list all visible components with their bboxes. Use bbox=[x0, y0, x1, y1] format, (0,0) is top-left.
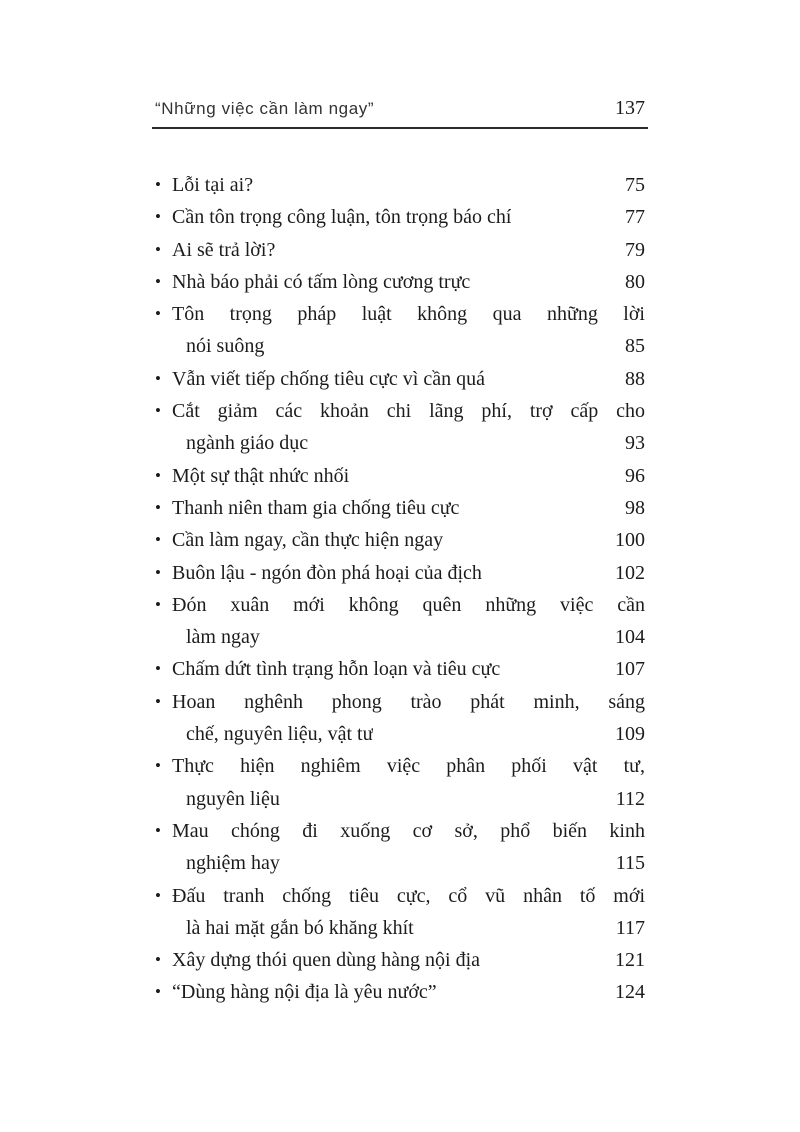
toc-entry-line: Mau chóng đi xuống cơ sở, phổ biến kinh bbox=[172, 819, 645, 842]
toc-entry-body bbox=[172, 815, 645, 880]
page-content bbox=[155, 97, 645, 1009]
bullet-icon: • bbox=[155, 175, 161, 194]
toc-entry-title: Xây dựng thói quen dùng hàng nội địa bbox=[172, 949, 481, 972]
toc-entry-body bbox=[172, 266, 645, 298]
toc-entry-lastline bbox=[172, 718, 645, 750]
toc-entry-page-number: 109 bbox=[615, 723, 645, 746]
bullet-icon: • bbox=[155, 271, 161, 291]
toc-entry-page-number: 124 bbox=[615, 981, 645, 1004]
toc-entry-title: Lỗi tại ai? bbox=[172, 174, 254, 196]
toc-entry-lastline bbox=[172, 944, 645, 976]
toc-entry-title: Buôn lậu - ngón đòn phá hoại của địch bbox=[172, 561, 482, 584]
toc-entry bbox=[155, 201, 645, 233]
bullet-icon: • bbox=[155, 239, 161, 259]
toc-entry bbox=[155, 944, 645, 976]
toc-entry-page-number: 115 bbox=[615, 852, 645, 875]
toc-entry-title: Thanh niên tham gia chống tiêu cực bbox=[172, 496, 460, 519]
bullet-icon: • bbox=[155, 756, 161, 776]
toc-entry-body bbox=[172, 524, 645, 556]
toc-entry-title: làm ngay bbox=[186, 626, 260, 649]
toc-entry-title: Một sự thật nhức nhối bbox=[172, 464, 350, 487]
toc-entry-body bbox=[172, 492, 645, 524]
bullet-icon: • bbox=[155, 207, 161, 227]
toc-entry bbox=[155, 686, 645, 751]
toc-entry-line: Đón xuân mới không quên những việc cần bbox=[172, 593, 645, 616]
toc-entry bbox=[155, 880, 645, 945]
toc-entry-page-number: 117 bbox=[615, 916, 645, 939]
toc-entry bbox=[155, 653, 645, 685]
toc-entry bbox=[155, 524, 645, 556]
toc-entry-title: Cần tôn trọng công luận, tôn trọng báo chí bbox=[172, 206, 512, 229]
toc-entry-body bbox=[172, 169, 645, 201]
page-number: 137 bbox=[615, 97, 645, 119]
bullet-icon: • bbox=[155, 530, 161, 550]
toc-entry-body bbox=[172, 880, 645, 945]
toc-entry-body bbox=[172, 589, 645, 654]
bullet-icon: • bbox=[155, 465, 161, 485]
toc-entry-page-number: 77 bbox=[625, 206, 645, 229]
toc-entry-body bbox=[172, 653, 645, 685]
toc-entry-body bbox=[172, 976, 645, 1008]
toc-entry-lastline bbox=[172, 266, 645, 298]
toc-list bbox=[155, 169, 645, 1009]
toc-entry-title: nguyên liệu bbox=[186, 787, 280, 810]
toc-entry bbox=[155, 169, 645, 201]
toc-entry-body bbox=[172, 460, 645, 492]
toc-entry-lastline bbox=[172, 976, 645, 1008]
toc-entry-lastline bbox=[172, 363, 645, 395]
toc-entry bbox=[155, 363, 645, 395]
toc-entry-line: Thực hiện nghiêm việc phân phối vật tư, bbox=[172, 755, 645, 778]
toc-entry-page-number: 98 bbox=[625, 496, 645, 519]
bullet-icon: • bbox=[155, 594, 161, 614]
toc-entry-lastline bbox=[172, 201, 645, 233]
toc-entry-lastline bbox=[172, 427, 645, 459]
bullet-icon: • bbox=[155, 562, 161, 582]
bullet-icon: • bbox=[155, 401, 161, 421]
toc-entry-page-number: 121 bbox=[615, 949, 645, 972]
toc-entry bbox=[155, 460, 645, 492]
toc-entry-page-number: 79 bbox=[625, 238, 645, 261]
running-title: “Những việc cần làm ngay” bbox=[155, 99, 375, 118]
toc-entry-title: chế, nguyên liệu, vật tư bbox=[186, 723, 374, 746]
toc-entry-page-number: 80 bbox=[625, 270, 645, 293]
toc-entry-page-number: 112 bbox=[615, 787, 645, 810]
toc-entry-lastline bbox=[172, 653, 645, 685]
toc-entry-lastline bbox=[172, 557, 645, 589]
toc-entry-line: Đấu tranh chống tiêu cực, cổ vũ nhân tố mới bbox=[172, 884, 645, 907]
toc-entry bbox=[155, 234, 645, 266]
toc-entry-page-number: 93 bbox=[625, 432, 645, 455]
bullet-icon: • bbox=[155, 820, 161, 840]
toc-entry-line: Cắt giảm các khoản chi lãng phí, trợ cấp cho bbox=[172, 400, 645, 423]
toc-entry-title: Vẫn viết tiếp chống tiêu cực vì cần quá bbox=[172, 367, 485, 390]
toc-entry-body bbox=[172, 557, 645, 589]
toc-entry-page-number: 96 bbox=[625, 464, 645, 487]
toc-entry-title: nói suông bbox=[186, 335, 265, 358]
toc-entry bbox=[155, 492, 645, 524]
toc-entry-body bbox=[172, 201, 645, 233]
toc-entry bbox=[155, 298, 645, 363]
toc-entry-lastline bbox=[172, 492, 645, 524]
toc-entry-lastline bbox=[172, 169, 645, 201]
bullet-icon: • bbox=[155, 691, 161, 711]
toc-entry bbox=[155, 976, 645, 1008]
bullet-icon: • bbox=[155, 950, 161, 970]
toc-entry bbox=[155, 557, 645, 589]
toc-entry-lastline bbox=[172, 234, 645, 266]
toc-entry bbox=[155, 589, 645, 654]
toc-entry-body bbox=[172, 298, 645, 363]
toc-entry-lastline bbox=[172, 912, 645, 944]
toc-entry-lastline bbox=[172, 621, 645, 653]
bullet-icon: • bbox=[155, 982, 161, 1002]
toc-entry-title: Cần làm ngay, cần thực hiện ngay bbox=[172, 529, 444, 552]
toc-entry-line: Hoan nghênh phong trào phát minh, sáng bbox=[172, 690, 645, 713]
toc-entry-page-number: 107 bbox=[615, 658, 645, 681]
bullet-icon: • bbox=[155, 659, 161, 679]
toc-entry-title: nghiệm hay bbox=[186, 852, 280, 875]
bullet-icon: • bbox=[155, 497, 161, 517]
toc-entry bbox=[155, 815, 645, 880]
toc-entry-body bbox=[172, 234, 645, 266]
toc-entry-body bbox=[172, 395, 645, 460]
toc-entry-lastline bbox=[172, 847, 645, 879]
toc-entry-page-number: 88 bbox=[625, 367, 645, 390]
toc-entry-page-number: 85 bbox=[625, 335, 645, 358]
toc-entry bbox=[155, 750, 645, 815]
toc-entry-body bbox=[172, 750, 645, 815]
bullet-icon: • bbox=[155, 368, 161, 388]
toc-entry bbox=[155, 266, 645, 298]
toc-entry-page-number: 102 bbox=[615, 561, 645, 584]
toc-entry-title: ngành giáo dục bbox=[186, 432, 309, 455]
toc-entry-body bbox=[172, 363, 645, 395]
toc-entry-page-number: 100 bbox=[615, 529, 645, 552]
toc-entry-page-number: 104 bbox=[615, 626, 645, 649]
toc-entry-title: là hai mặt gắn bó khăng khít bbox=[186, 916, 414, 939]
page-header bbox=[152, 97, 648, 129]
toc-entry-lastline bbox=[172, 330, 645, 362]
toc-entry-line: Tôn trọng pháp luật không qua những lời bbox=[172, 303, 645, 326]
toc-entry-title: Chấm dứt tình trạng hỗn loạn và tiêu cực bbox=[172, 658, 501, 681]
toc-entry-lastline bbox=[172, 460, 645, 492]
toc-entry-body bbox=[172, 686, 645, 751]
toc-entry-title: Nhà báo phải có tấm lòng cương trực bbox=[172, 270, 471, 293]
toc-entry-lastline bbox=[172, 783, 645, 815]
toc-entry-body bbox=[172, 944, 645, 976]
toc-entry-title: “Dùng hàng nội địa là yêu nước” bbox=[172, 981, 437, 1004]
toc-entry-lastline bbox=[172, 524, 645, 556]
toc-entry-page-number: 75 bbox=[625, 174, 645, 196]
toc-entry bbox=[155, 395, 645, 460]
bullet-icon: • bbox=[155, 304, 161, 324]
toc-entry-title: Ai sẽ trả lời? bbox=[172, 238, 276, 261]
bullet-icon: • bbox=[155, 885, 161, 905]
